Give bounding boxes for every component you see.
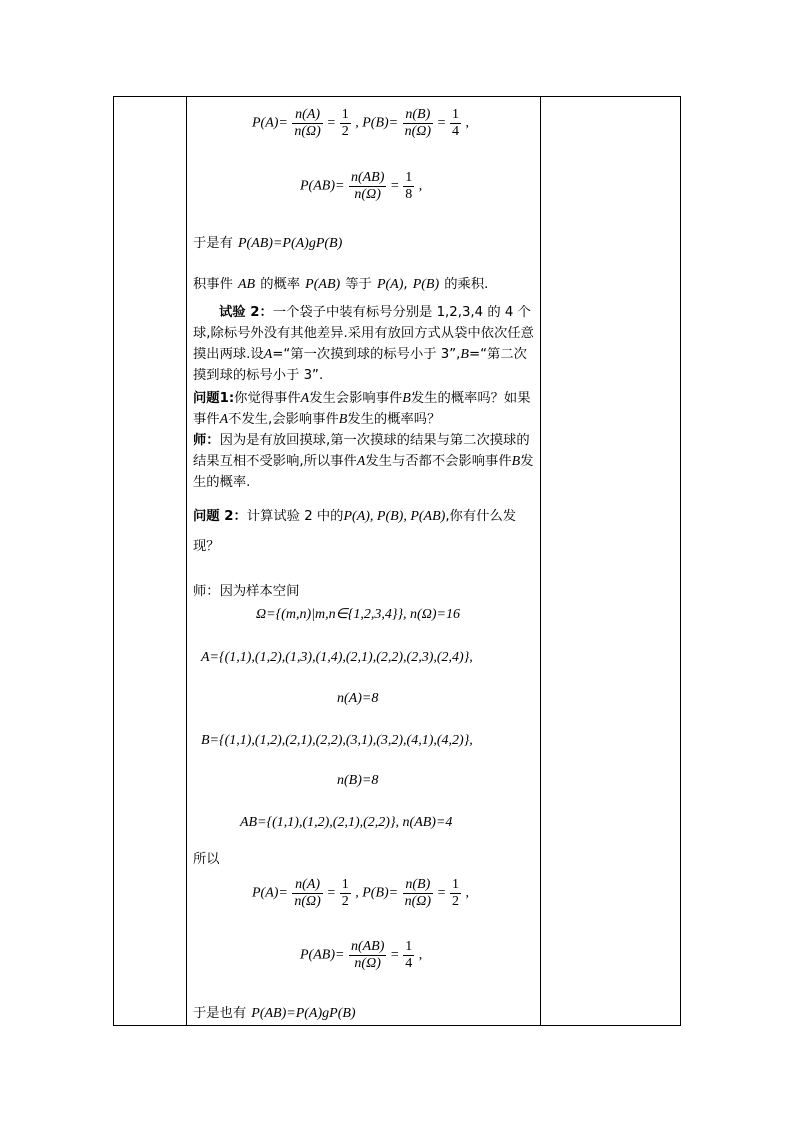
formula-text: Ω={(m,n)|m,n∈{1,2,3,4}}, n(Ω)=16 — [256, 607, 460, 622]
fraction — [292, 107, 322, 140]
text-label: 的概率 — [260, 277, 301, 292]
text-label: 计算试验 2 中的 — [246, 509, 344, 524]
formula-text: n(A)=8 — [337, 691, 379, 706]
fraction — [340, 877, 351, 910]
text-label: 不发生,会影响事件 — [228, 412, 339, 427]
product-event-line — [193, 273, 488, 293]
table-top-border — [113, 96, 681, 97]
formula-text: = — [390, 947, 399, 963]
fraction-numerator: 1 — [341, 107, 349, 122]
formula-text: , — [418, 178, 423, 194]
formula-text: = — [437, 115, 446, 131]
fraction-numerator: n(A) — [295, 877, 321, 892]
set-a-definition — [201, 650, 473, 666]
formula-text: = — [327, 115, 336, 131]
formula-text: B={(1,1),(1,2),(2,1),(2,2),(3,1),(3,2),(4,1),(4,2)}, — [201, 733, 473, 748]
formula-text: , — [418, 947, 423, 963]
fraction-denominator: n(Ω) — [349, 955, 386, 972]
question-2-paragraph — [193, 502, 535, 562]
fraction-numerator: 1 — [451, 107, 459, 122]
formula-text: , P(B)= — [355, 115, 399, 131]
formula-text: B — [338, 412, 348, 427]
omega-definition — [256, 606, 460, 623]
fraction — [403, 939, 414, 972]
fraction-numerator: n(AB) — [350, 939, 385, 954]
question-label: 问题 2： — [193, 509, 247, 524]
question-1-paragraph — [193, 388, 535, 493]
fraction-numerator: 1 — [341, 877, 349, 892]
formula-text: B — [460, 347, 469, 362]
text-label: 一个袋子中装有标号分别是 1,2,3,4 的 4 个球,除标号外没有其他差异.采用有放回方式从袋中依次任意摸出两球.设 — [193, 305, 534, 362]
text-label: 等于 — [345, 277, 372, 292]
formula-text: P(AB)= — [300, 178, 345, 194]
fraction-denominator: 4 — [451, 124, 459, 139]
formula-text: A — [263, 347, 273, 362]
fraction — [403, 107, 433, 140]
text-label: 发生的概率吗？如果事件 — [193, 391, 531, 427]
formula-text: = — [327, 885, 336, 901]
fraction-numerator: n(A) — [295, 107, 321, 122]
fraction-numerator: n(B) — [405, 877, 431, 892]
formula-text: P(A)= — [252, 885, 288, 901]
fraction-denominator: n(Ω) — [404, 124, 432, 139]
formula-pab-1 — [300, 170, 422, 203]
table-right-border — [680, 96, 681, 1026]
set-ab-definition — [240, 815, 452, 831]
fraction-denominator: 8 — [405, 187, 413, 202]
fraction-denominator: 2 — [341, 124, 349, 139]
text-label: =“第二次摸到球的标号小于 3”. — [193, 347, 527, 383]
formula-text: P(A)= — [252, 115, 288, 131]
fraction — [340, 107, 351, 140]
formula-text: P(AB)=P(A)gP(B) — [251, 1006, 356, 1021]
formula-text: P(B) — [412, 277, 440, 292]
formula-text: , P(B)= — [355, 885, 399, 901]
text-label: 发生会影响事件 — [309, 391, 403, 406]
n-a-value — [337, 691, 378, 707]
therefore-line — [193, 848, 220, 867]
text-label: 的乘积. — [444, 277, 489, 292]
formula-text: P(AB) — [305, 277, 341, 292]
text-label: 师：因为样本空间 — [193, 584, 300, 599]
teacher-sample-space-line — [193, 580, 299, 599]
fraction-numerator: n(B) — [405, 107, 431, 122]
formula-text: P(A), P(B), P(AB) — [343, 509, 446, 524]
formula-pab-2 — [300, 939, 422, 972]
fraction-numerator: 1 — [451, 877, 459, 892]
fraction-denominator: 2 — [341, 894, 349, 909]
fraction-denominator: n(Ω) — [294, 894, 321, 909]
text-label: 所以 — [193, 852, 220, 867]
formula-text: P(A) — [376, 277, 404, 292]
experiment-2-paragraph — [193, 302, 535, 386]
text-label: 积事件 — [193, 277, 233, 292]
fraction-numerator: 1 — [405, 939, 413, 954]
formula-text: AB — [237, 277, 256, 292]
text-label: 于是有 — [193, 236, 233, 251]
fraction-denominator: n(Ω) — [294, 124, 321, 139]
text-label: 发生与否都不会影响事件 — [365, 454, 512, 469]
table-left-border — [113, 96, 114, 1026]
formula-text: = — [437, 885, 446, 901]
fraction — [349, 939, 386, 972]
text-label: 于是也有 — [193, 1006, 247, 1021]
fraction — [292, 877, 322, 910]
formula-text: A={(1,1),(1,2),(1,3),(1,4),(2,1),(2,2),(2,3),(2,4)}, — [201, 650, 473, 665]
formula-text: A — [300, 391, 310, 406]
text-label: 因为是有放回摸球,第一次摸球的结果与第二次摸球的结果互相不受影响,所以事件 — [193, 433, 530, 469]
fraction — [450, 107, 461, 140]
fraction-denominator: n(Ω) — [404, 894, 432, 909]
table-col-divider-2 — [540, 96, 541, 1026]
fraction-denominator: 4 — [405, 956, 413, 971]
question-label: 问题1: — [193, 391, 235, 406]
fraction — [403, 877, 433, 910]
table-bottom-border — [113, 1025, 681, 1026]
formula-text: B — [402, 391, 411, 406]
fraction-denominator: n(Ω) — [349, 186, 386, 203]
formula-text: B — [511, 454, 521, 469]
text-label: ,你有什么发现？ — [193, 509, 517, 554]
fraction-numerator: n(AB) — [350, 170, 385, 185]
formula-text: A — [219, 412, 229, 427]
formula-pa-pb-2 — [252, 877, 469, 910]
formula-text: = — [390, 178, 399, 194]
formula-text: A — [356, 454, 366, 469]
fraction — [450, 877, 461, 910]
text-label: , — [403, 277, 408, 292]
fraction-numerator: 1 — [405, 170, 413, 185]
so-also-line — [193, 1002, 356, 1022]
text-label: 你觉得事件 — [234, 391, 301, 406]
formula-text: n(B)=8 — [337, 773, 379, 788]
text-label: 发生的概率吗？ — [347, 412, 441, 427]
text-label: =“第一次摸到球的标号小于 3”, — [272, 347, 461, 362]
formula-text: P(AB)=P(A)gP(B) — [237, 236, 343, 251]
formula-text: P(AB)= — [300, 947, 345, 963]
fraction — [349, 170, 386, 203]
set-b-definition — [201, 733, 473, 749]
table-col-divider-1 — [186, 96, 187, 1026]
text-label: 发生的概率. — [193, 454, 534, 490]
fraction-denominator: 2 — [451, 894, 459, 909]
fraction — [403, 170, 414, 203]
formula-text: AB={(1,1),(1,2),(2,1),(2,2)}, n(AB)=4 — [240, 815, 453, 830]
so-have-line — [193, 232, 342, 252]
formula-text: , — [465, 115, 469, 131]
n-b-value — [337, 773, 378, 789]
experiment-label: 试验 2： — [219, 305, 273, 320]
formula-pa-pb-1 — [252, 107, 469, 140]
formula-text: , — [465, 885, 469, 901]
teacher-label: 师： — [193, 433, 220, 448]
